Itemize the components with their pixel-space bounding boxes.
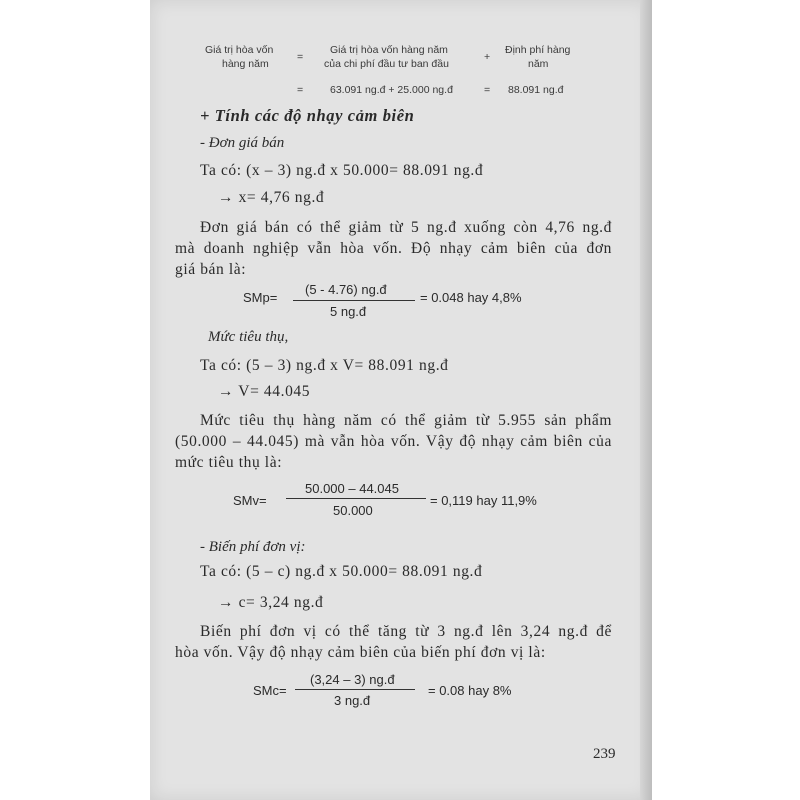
variable-cost-result: → c= 3,24 ng.đ — [218, 594, 324, 611]
price-fraction-bar — [293, 300, 415, 301]
price-formula-label: SMp= — [243, 290, 278, 305]
price-result: → x= 4,76 ng.đ — [218, 189, 325, 206]
variable-cost-subheading: - Biến phí đơn vị: — [200, 539, 306, 555]
volume-fraction-bar — [286, 498, 426, 499]
variable-cost-formula-label: SMc= — [253, 683, 287, 698]
variable-cost-formula-result: = 0.08 hay 8% — [428, 683, 512, 698]
price-formula-result: = 0.048 hay 4,8% — [420, 290, 522, 305]
header-plus: + — [484, 51, 491, 63]
volume-formula-label: SMv= — [233, 493, 267, 508]
variable-cost-para-line2: hòa vốn. Vậy độ nhạy cảm biên của biến phí đơn vị là: — [175, 644, 546, 661]
header-right-value: 88.091 ng.đ — [508, 84, 564, 96]
price-equation: Ta có: (x – 3) ng.đ x 50.000= 88.091 ng.đ — [200, 162, 484, 179]
volume-result: → V= 44.045 — [218, 383, 311, 400]
header-mid-line1: Giá trị hòa vốn hàng năm — [330, 44, 448, 56]
volume-subheading: Mức tiêu thụ, — [208, 329, 289, 345]
header-mid-value: 63.091 ng.đ + 25.000 ng.đ — [330, 84, 453, 96]
price-para-line2: mà doanh nghiệp vẫn hòa vốn. Độ nhạy cảm biên của đơn — [175, 240, 612, 257]
volume-equation: Ta có: (5 – 3) ng.đ x V= 88.091 ng.đ — [200, 357, 449, 374]
page-edge — [640, 0, 652, 800]
section-title: + Tính các độ nhạy cảm biên — [200, 106, 415, 125]
volume-para-line1: Mức tiêu thụ hàng năm có thể giảm từ 5.955 sản phẩm — [200, 412, 612, 429]
variable-cost-denominator: 3 ng.đ — [334, 693, 371, 708]
volume-formula-result: = 0,119 hay 11,9% — [430, 493, 537, 508]
header-mid-line2: của chi phí đầu tư ban đầu — [324, 58, 449, 70]
price-para-line3: giá bán là: — [175, 261, 247, 278]
volume-para-line3: mức tiêu thụ là: — [175, 454, 283, 471]
price-numerator: (5 - 4.76) ng.đ — [305, 282, 387, 297]
header-eq2: = — [297, 84, 304, 96]
page-number: 239 — [593, 746, 616, 762]
variable-cost-equation: Ta có: (5 – c) ng.đ x 50.000= 88.091 ng.đ — [200, 563, 483, 580]
header-left-line2: hàng năm — [222, 58, 269, 70]
variable-cost-para-line1: Biến phí đơn vị có thể tăng từ 3 ng.đ lên 3,24 ng.đ để — [200, 623, 612, 640]
variable-cost-fraction-bar — [295, 689, 415, 690]
volume-numerator: 50.000 – 44.045 — [305, 481, 399, 496]
price-para-line1: Đơn giá bán có thể giảm từ 5 ng.đ xuống còn 4,76 ng.đ — [200, 219, 612, 236]
header-left-line1: Giá trị hòa vốn — [205, 44, 274, 56]
variable-cost-numerator: (3,24 – 3) ng.đ — [310, 672, 395, 687]
volume-para-line2: (50.000 – 44.045) mà vẫn hòa vốn. Vậy độ nhạy cảm biên của — [175, 433, 612, 450]
price-subheading: - Đơn giá bán — [200, 135, 285, 151]
header-right-line2: năm — [528, 58, 549, 70]
header-eq1: = — [297, 51, 304, 63]
header-right-line1: Định phí hàng — [505, 44, 571, 56]
price-denominator: 5 ng.đ — [330, 304, 367, 319]
header-eq3: = — [484, 84, 491, 96]
volume-denominator: 50.000 — [333, 503, 373, 518]
